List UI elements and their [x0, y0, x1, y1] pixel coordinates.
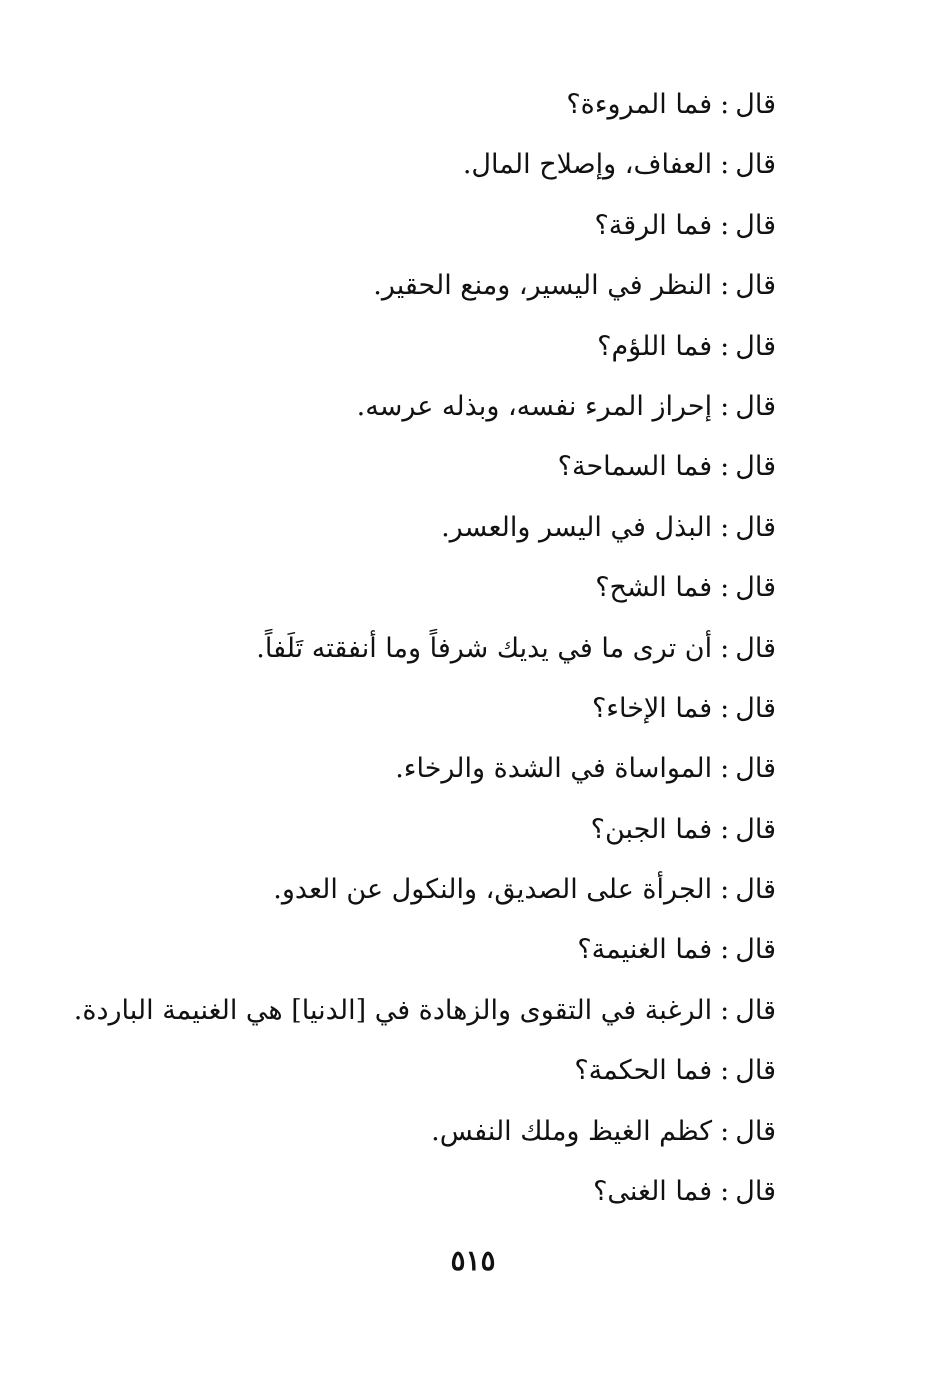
speaker-label: قال: [735, 934, 776, 966]
separator-colon: :: [720, 209, 730, 241]
separator-colon: :: [720, 330, 730, 362]
dialogue-line: [56, 1046, 776, 1106]
dialogue-line: [56, 322, 776, 382]
separator-colon: :: [720, 270, 730, 302]
speech-text: أن ترى ما في يديك شرفاً وما أنفقته تَلَفاً.: [256, 632, 713, 664]
dialogue-line: [56, 1107, 776, 1167]
separator-colon: :: [720, 994, 730, 1026]
speech-text: فما السماحة؟: [557, 451, 713, 483]
dialogue-line: [56, 624, 776, 684]
speaker-label: قال: [735, 1176, 776, 1208]
separator-colon: :: [720, 934, 730, 966]
speech-text: فما الجبن؟: [590, 813, 713, 845]
speech-text: الرغبة في التقوى والزهادة في [الدنيا] هي الغنيمة الباردة.: [73, 994, 713, 1026]
speaker-label: قال: [735, 1055, 776, 1087]
speech-text: النظر في اليسير، ومنع الحقير.: [373, 270, 713, 302]
separator-colon: :: [720, 149, 730, 181]
dialogue-line: [56, 442, 776, 502]
speech-text: كظم الغيظ وملك النفس.: [431, 1115, 713, 1147]
dialogue-line: [56, 865, 776, 925]
dialogue-line: [56, 503, 776, 563]
speaker-label: قال: [735, 451, 776, 483]
dialogue-line: [56, 140, 776, 200]
speech-text: فما الغنيمة؟: [577, 934, 713, 966]
speech-text: فما الشح؟: [595, 572, 713, 604]
dialogue-line: [56, 382, 776, 442]
speech-text: فما اللؤم؟: [597, 330, 713, 362]
speaker-label: قال: [735, 753, 776, 785]
dialogue-line: [56, 744, 776, 804]
speech-text: الجرأة على الصديق، والنكول عن العدو.: [273, 874, 713, 906]
dialogue-line: [56, 986, 776, 1046]
page-number: ٥١٥: [450, 1244, 496, 1277]
dialogue-line: [56, 925, 776, 985]
dialogue-line: [56, 563, 776, 623]
dialogue-line: [56, 1167, 776, 1227]
dialogue-lines: [56, 80, 776, 1227]
speaker-label: قال: [735, 390, 776, 422]
separator-colon: :: [720, 89, 730, 120]
speaker-label: قال: [735, 209, 776, 241]
separator-colon: :: [720, 1176, 730, 1208]
dialogue-line: [56, 80, 776, 140]
separator-colon: :: [720, 874, 730, 906]
speech-text: فما الحكمة؟: [574, 1055, 713, 1087]
separator-colon: :: [720, 1115, 730, 1147]
speech-text: فما الرقة؟: [594, 209, 713, 241]
speaker-label: قال: [735, 874, 776, 906]
dialogue-line: [56, 684, 776, 744]
speaker-label: قال: [735, 1115, 776, 1147]
speech-text: المواساة في الشدة والرخاء.: [395, 753, 713, 785]
separator-colon: :: [720, 632, 730, 664]
speaker-label: قال: [735, 813, 776, 845]
speech-text: فما الإخاء؟: [591, 692, 713, 724]
speaker-label: قال: [735, 149, 776, 181]
separator-colon: :: [720, 692, 730, 724]
speech-text: فما المروءة؟: [566, 89, 713, 120]
dialogue-line: [56, 201, 776, 261]
separator-colon: :: [720, 1055, 730, 1087]
speaker-label: قال: [735, 330, 776, 362]
speaker-label: قال: [735, 511, 776, 543]
dialogue-line: [56, 261, 776, 321]
speaker-label: قال: [735, 692, 776, 724]
speaker-label: قال: [735, 632, 776, 664]
dialogue-line: [56, 805, 776, 865]
speech-text: إحراز المرء نفسه، وبذله عرسه.: [356, 390, 713, 422]
separator-colon: :: [720, 511, 730, 543]
separator-colon: :: [720, 390, 730, 422]
separator-colon: :: [720, 572, 730, 604]
speech-text: العفاف، وإصلاح المال.: [462, 149, 713, 181]
speaker-label: قال: [735, 89, 776, 120]
separator-colon: :: [720, 813, 730, 845]
speech-text: البذل في اليسر والعسر.: [441, 511, 713, 543]
speaker-label: قال: [735, 270, 776, 302]
separator-colon: :: [720, 451, 730, 483]
speaker-label: قال: [735, 572, 776, 604]
separator-colon: :: [720, 753, 730, 785]
speaker-label: قال: [735, 994, 776, 1026]
speech-text: فما الغنى؟: [593, 1176, 713, 1208]
